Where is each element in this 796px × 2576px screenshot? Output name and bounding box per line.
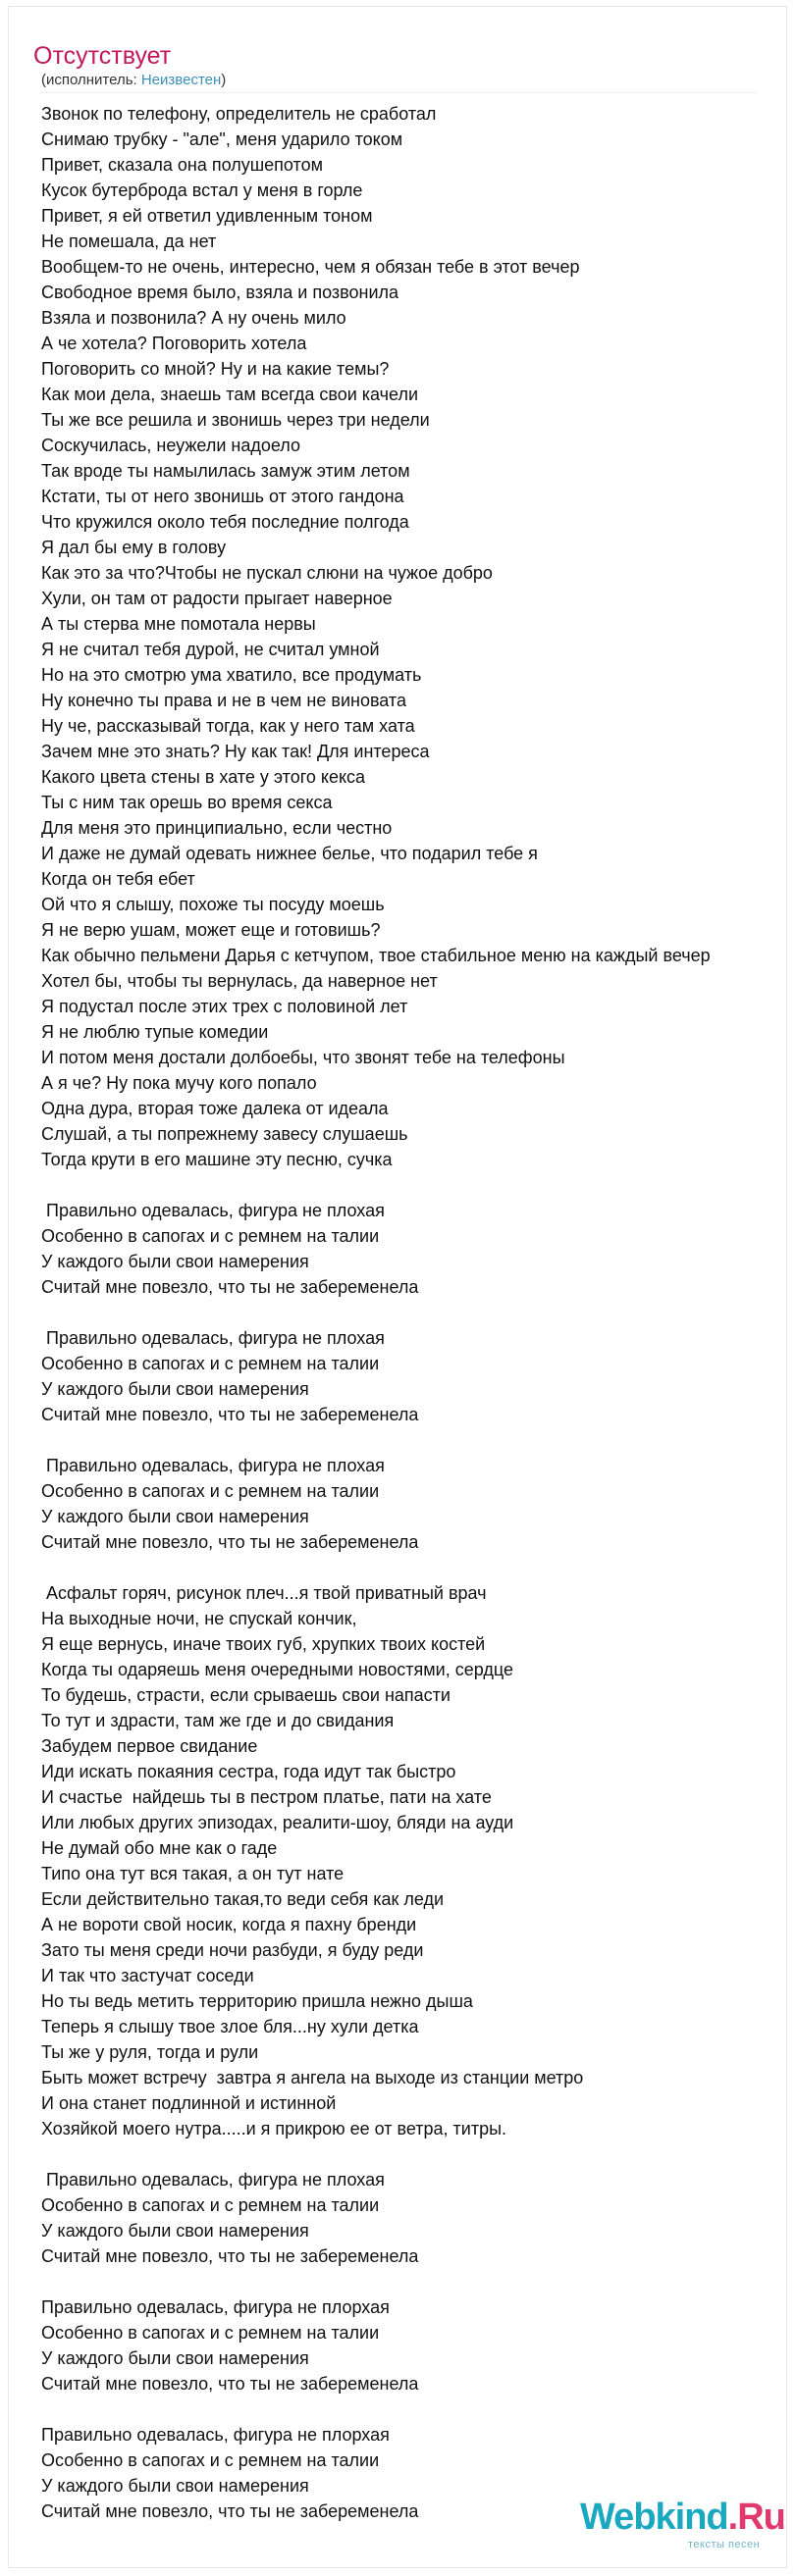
lyric-line: Соскучилась, неужели надоело bbox=[41, 436, 300, 455]
lyric-line: А ты стерва мне помотала нервы bbox=[41, 614, 316, 634]
lyric-line: Взяла и позвонила? А ну очень мило bbox=[41, 308, 346, 328]
lyric-line: Как обычно пельмени Дарья с кетчупом, твое стабильное меню на каждый вечер bbox=[41, 946, 711, 965]
lyric-line: Звонок по телефону, определитель не сработал bbox=[41, 104, 437, 124]
lyric-line: Хули, он там от радости прыгает наверное bbox=[41, 589, 393, 608]
lyric-line: У каждого были свои намерения bbox=[41, 1252, 309, 1271]
lyric-line: Я не верю ушам, может еще и готовишь? bbox=[41, 920, 381, 940]
lyric-line: Одна дура, вторая тоже далека от идеала bbox=[41, 1099, 389, 1118]
lyric-line: Хозяйкой моего нутра.....и я прикрою ее от ветра, титры. bbox=[41, 2119, 507, 2138]
lyric-line: Ты с ним так орешь во время секса bbox=[41, 793, 333, 812]
lyric-line bbox=[41, 1300, 796, 1325]
lyric-line: И потом меня достали долбоебы, что звонят тебе на телефоны bbox=[41, 1048, 565, 1067]
lyric-line: Ну конечно ты права и не в чем не виновата bbox=[41, 691, 406, 710]
lyric-line bbox=[41, 2396, 796, 2422]
lyric-line: Кусок бутерброда встал у меня в горле bbox=[41, 180, 363, 200]
lyric-line: Когда ты одаряешь меня очередными новостями, сердце bbox=[41, 1660, 513, 1679]
lyric-line: Ты же у руля, тогда и рули bbox=[41, 2042, 259, 2062]
lyric-line: Правильно одевалась, фигура не плорхая bbox=[41, 2297, 390, 2317]
lyric-line: Или любых других эпизодах, реалити-шоу, бляди на ауди bbox=[41, 1813, 514, 1832]
lyric-line: И даже не думай одевать нижнее белье, что подарил тебе я bbox=[41, 844, 538, 863]
lyric-line: Правильно одевалась, фигура не плохая bbox=[41, 1456, 385, 1475]
lyric-line: Не думай обо мне как о гаде bbox=[41, 1838, 278, 1858]
lyric-line: Как мои дела, знаешь там всегда свои качели bbox=[41, 385, 419, 404]
lyric-line: Хотел бы, чтобы ты вернулась, да наверное нет bbox=[41, 971, 438, 991]
lyric-line bbox=[41, 2269, 796, 2294]
lyric-line: У каждого были свои намерения bbox=[41, 2221, 309, 2241]
lyric-line: Я не люблю тупые комедии bbox=[41, 1022, 269, 1042]
lyric-line: Считай мне повезло, что ты не забеременела bbox=[41, 1277, 419, 1297]
lyric-line: Забудем первое свидание bbox=[41, 1736, 258, 1756]
lyric-line: Ой что я слышу, похоже ты посуду моешь bbox=[41, 895, 385, 914]
lyric-line: Свободное время было, взяла и позвонила bbox=[41, 283, 399, 302]
artist-suffix: ) bbox=[221, 72, 227, 88]
lyrics-body bbox=[41, 101, 796, 2524]
lyric-line: Зато ты меня среди ночи разбуди, я буду реди bbox=[41, 1940, 424, 1960]
lyric-line: Особенно в сапогах и с ремнем на талии bbox=[41, 1481, 380, 1501]
lyric-line: Считай мне повезло, что ты не забеременела bbox=[41, 2246, 419, 2266]
artist-prefix: (исполнитель: bbox=[41, 72, 141, 88]
lyric-line bbox=[41, 1555, 796, 1580]
artist-link[interactable]: Неизвестен bbox=[140, 72, 222, 88]
lyric-line: Кстати, ты от него звонишь от этого гандона bbox=[41, 487, 404, 506]
lyric-line: Привет, сказала она полушепотом bbox=[41, 155, 323, 175]
lyric-line: У каждого были свои намерения bbox=[41, 1507, 309, 1526]
lyric-line: У каждого были свои намерения bbox=[41, 2348, 309, 2368]
lyric-line: Для меня это принципиально, если честно bbox=[41, 818, 393, 838]
lyric-line: Если действительно такая,то веди себя как леди bbox=[41, 1889, 445, 1909]
lyric-line: Ну че, рассказывай тогда, как у него там хата bbox=[41, 716, 415, 736]
lyric-line: Вообщем-то не очень, интересно, чем я обязан тебе в этот вечер bbox=[41, 257, 580, 277]
header-divider bbox=[39, 92, 756, 93]
logo-tagline: тексты песен bbox=[688, 2539, 761, 2550]
lyric-line: Так вроде ты намылилась замуж этим летом bbox=[41, 461, 410, 481]
lyric-line: Считай мне повезло, что ты не забеременела bbox=[41, 2374, 419, 2394]
lyric-line: Правильно одевалась, фигура не плохая bbox=[41, 1201, 385, 1220]
lyric-line: Правильно одевалась, фигура не плорхая bbox=[41, 2425, 390, 2445]
lyric-line: Слушай, а ты попрежнему завесу слушаешь bbox=[41, 1124, 408, 1144]
lyric-line: А не вороти свой носик, когда я пахну бренди bbox=[41, 1915, 417, 1934]
lyric-line: Я дал бы ему в голову bbox=[41, 538, 227, 557]
lyric-line: Что кружился около тебя последние полгода bbox=[41, 512, 409, 532]
lyric-line: Особенно в сапогах и с ремнем на талии bbox=[41, 2195, 380, 2215]
lyric-line: Но на это смотрю ума хватило, все продумать bbox=[41, 665, 422, 685]
lyric-line: У каждого были свои намерения bbox=[41, 2476, 309, 2496]
lyric-line: Как это за что?Чтобы не пускал слюни на чужое добро bbox=[41, 563, 493, 583]
lyric-line: Иди искать покаяния сестра, года идут так быстро bbox=[41, 1762, 456, 1781]
lyric-line bbox=[41, 1172, 796, 1198]
lyric-line: Особенно в сапогах и с ремнем на талии bbox=[41, 2323, 380, 2343]
lyric-line: Считай мне повезло, что ты не забеременела bbox=[41, 2501, 419, 2521]
lyric-line: Но ты ведь метить территорию пришла нежно дыша bbox=[41, 1991, 473, 2011]
logo-ru: .Ru bbox=[727, 2497, 785, 2538]
webkind-logo[interactable] bbox=[580, 2496, 785, 2556]
lyric-line: А че хотела? Поговорить хотела bbox=[41, 334, 307, 353]
logo-wordmark bbox=[580, 2496, 785, 2539]
lyric-line: Типо она тут вся такая, а он тут нате bbox=[41, 1864, 345, 1883]
artist-line bbox=[41, 71, 226, 90]
lyric-line: Не помешала, да нет bbox=[41, 232, 217, 251]
lyric-line: Поговорить со мной? Ну и на какие темы? bbox=[41, 359, 390, 379]
lyric-line: Когда он тебя ебет bbox=[41, 869, 195, 889]
lyric-line bbox=[41, 2141, 796, 2167]
lyric-line: Тогда крути в его машине эту песню, сучка bbox=[41, 1150, 393, 1169]
lyric-line: Зачем мне это знать? Ну как так! Для интереса bbox=[41, 742, 430, 761]
logo-web: Web bbox=[580, 2497, 656, 2538]
lyric-line: То тут и здрасти, там же где и до свидания bbox=[41, 1711, 395, 1730]
lyric-line: Ты же все решила и звонишь через три недели bbox=[41, 410, 430, 430]
lyric-line: Какого цвета стены в хате у этого кекса bbox=[41, 767, 366, 787]
lyric-line: И она станет подлинной и истинной bbox=[41, 2093, 337, 2113]
lyric-line: Считай мне повезло, что ты не забеременела bbox=[41, 1532, 419, 1552]
logo-kind: kind bbox=[655, 2497, 728, 2538]
lyric-line: И так что застучат соседи bbox=[41, 1966, 254, 1985]
lyric-line: Правильно одевалась, фигура не плохая bbox=[41, 1328, 385, 1348]
lyric-line: То будешь, страсти, если срываешь свои напасти bbox=[41, 1685, 451, 1705]
lyric-line: На выходные ночи, не спускай кончик, bbox=[41, 1609, 357, 1628]
lyric-line: Быть может встречу завтра я ангела на выходе из станции метро bbox=[41, 2068, 584, 2087]
lyric-line: Особенно в сапогах и с ремнем на талии bbox=[41, 1226, 380, 1246]
lyric-line: Снимаю трубку - "але", меня ударило током bbox=[41, 129, 403, 149]
lyric-line: Теперь я слышу твое злое бля...ну хули детка bbox=[41, 2017, 419, 2036]
song-title: Отсутствует bbox=[33, 42, 172, 70]
lyric-line: У каждого были свои намерения bbox=[41, 1379, 309, 1399]
lyric-line: А я че? Ну пока мучу кого попало bbox=[41, 1073, 317, 1093]
lyric-line: Особенно в сапогах и с ремнем на талии bbox=[41, 2450, 380, 2470]
lyric-line: И счастье найдешь ты в пестром платье, пати на хате bbox=[41, 1787, 492, 1807]
lyric-line: Правильно одевалась, фигура не плохая bbox=[41, 2170, 385, 2190]
lyric-line: Считай мне повезло, что ты не забеременела bbox=[41, 1405, 419, 1424]
lyric-line: Особенно в сапогах и с ремнем на талии bbox=[41, 1354, 380, 1373]
lyric-line bbox=[41, 1427, 796, 1453]
lyric-line: Я еще вернусь, иначе твоих губ, хрупких твоих костей bbox=[41, 1634, 486, 1654]
lyric-line: Асфальт горяч, рисунок плеч...я твой приватный врач bbox=[41, 1583, 487, 1603]
lyric-line: Привет, я ей ответил удивленным тоном bbox=[41, 206, 373, 226]
lyric-line: Я подустал после этих трех с половиной лет bbox=[41, 997, 408, 1016]
lyric-line: Я не считал тебя дурой, не считал умной bbox=[41, 640, 380, 659]
